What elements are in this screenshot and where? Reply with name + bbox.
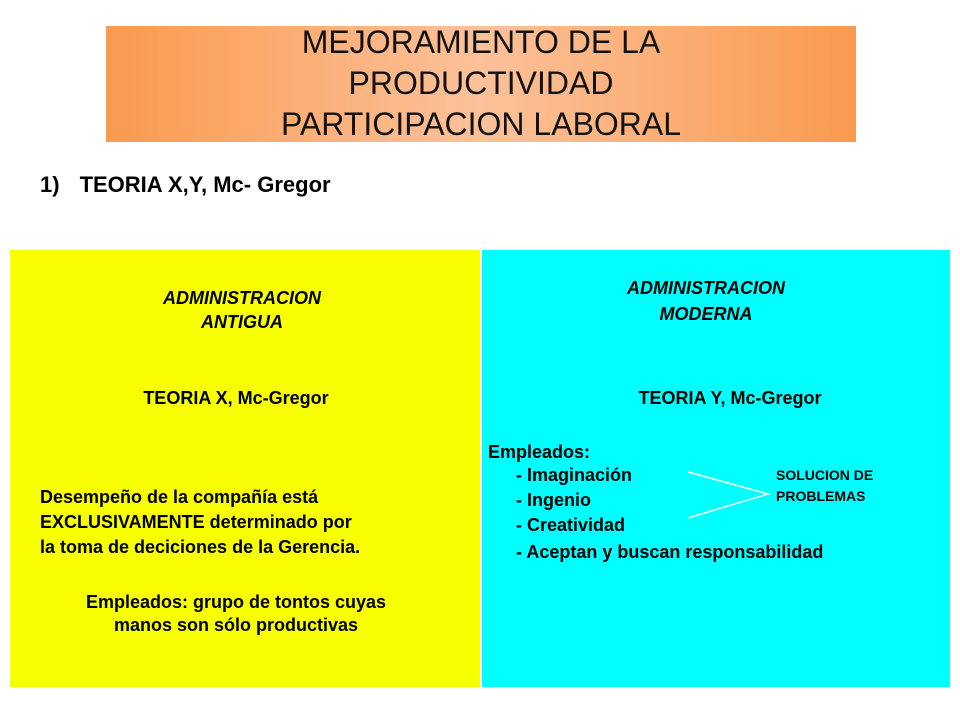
right-heading-line-1: ADMINISTRACION <box>627 278 785 298</box>
left-heading-line-1: ADMINISTRACION <box>163 288 321 308</box>
left-paragraph-line-2: EXCLUSIVAMENTE determinado por <box>40 512 352 532</box>
title-line-1: MEJORAMIENTO DE LA <box>301 26 661 60</box>
title-line-2: PRODUCTIVIDAD <box>348 65 614 101</box>
converging-arrow-icon <box>686 470 776 522</box>
left-employees-line-2: manos son sólo productivas <box>113 615 359 635</box>
subtitle <box>40 172 331 198</box>
right-trait-responsibility: - Aceptan y buscan responsabilidad <box>516 542 824 562</box>
right-heading-line-2: MODERNA <box>659 304 753 324</box>
left-paragraph-line-1: Desempeño de la compañía está <box>40 487 319 507</box>
right-employees-label: Empleados: <box>488 442 591 462</box>
left-paragraph-line-3: la toma de deciciones de la Gerencia. <box>40 537 361 557</box>
right-trait-imagination: - Imaginación <box>516 465 633 485</box>
right-solution-line-2: PROBLEMAS <box>776 488 866 504</box>
right-trait-creativity: - Creatividad <box>516 515 626 535</box>
right-trait-ingenuity: - Ingenio <box>516 490 591 510</box>
right-theory: TEORIA Y, Mc-Gregor <box>638 388 822 408</box>
left-theory: TEORIA X, Mc-Gregor <box>143 388 329 408</box>
title-line-3: PARTICIPACION LABORAL <box>280 106 682 142</box>
right-solution-line-1: SOLUCION DE <box>776 467 874 483</box>
subtitle-text: TEORIA X,Y, Mc- Gregor <box>79 172 331 197</box>
left-employees-line-1: Empleados: grupo de tontos cuyas <box>85 592 387 612</box>
subtitle-number: 1) <box>40 172 60 197</box>
left-heading-line-2: ANTIGUA <box>201 312 283 332</box>
title-banner <box>106 26 856 142</box>
